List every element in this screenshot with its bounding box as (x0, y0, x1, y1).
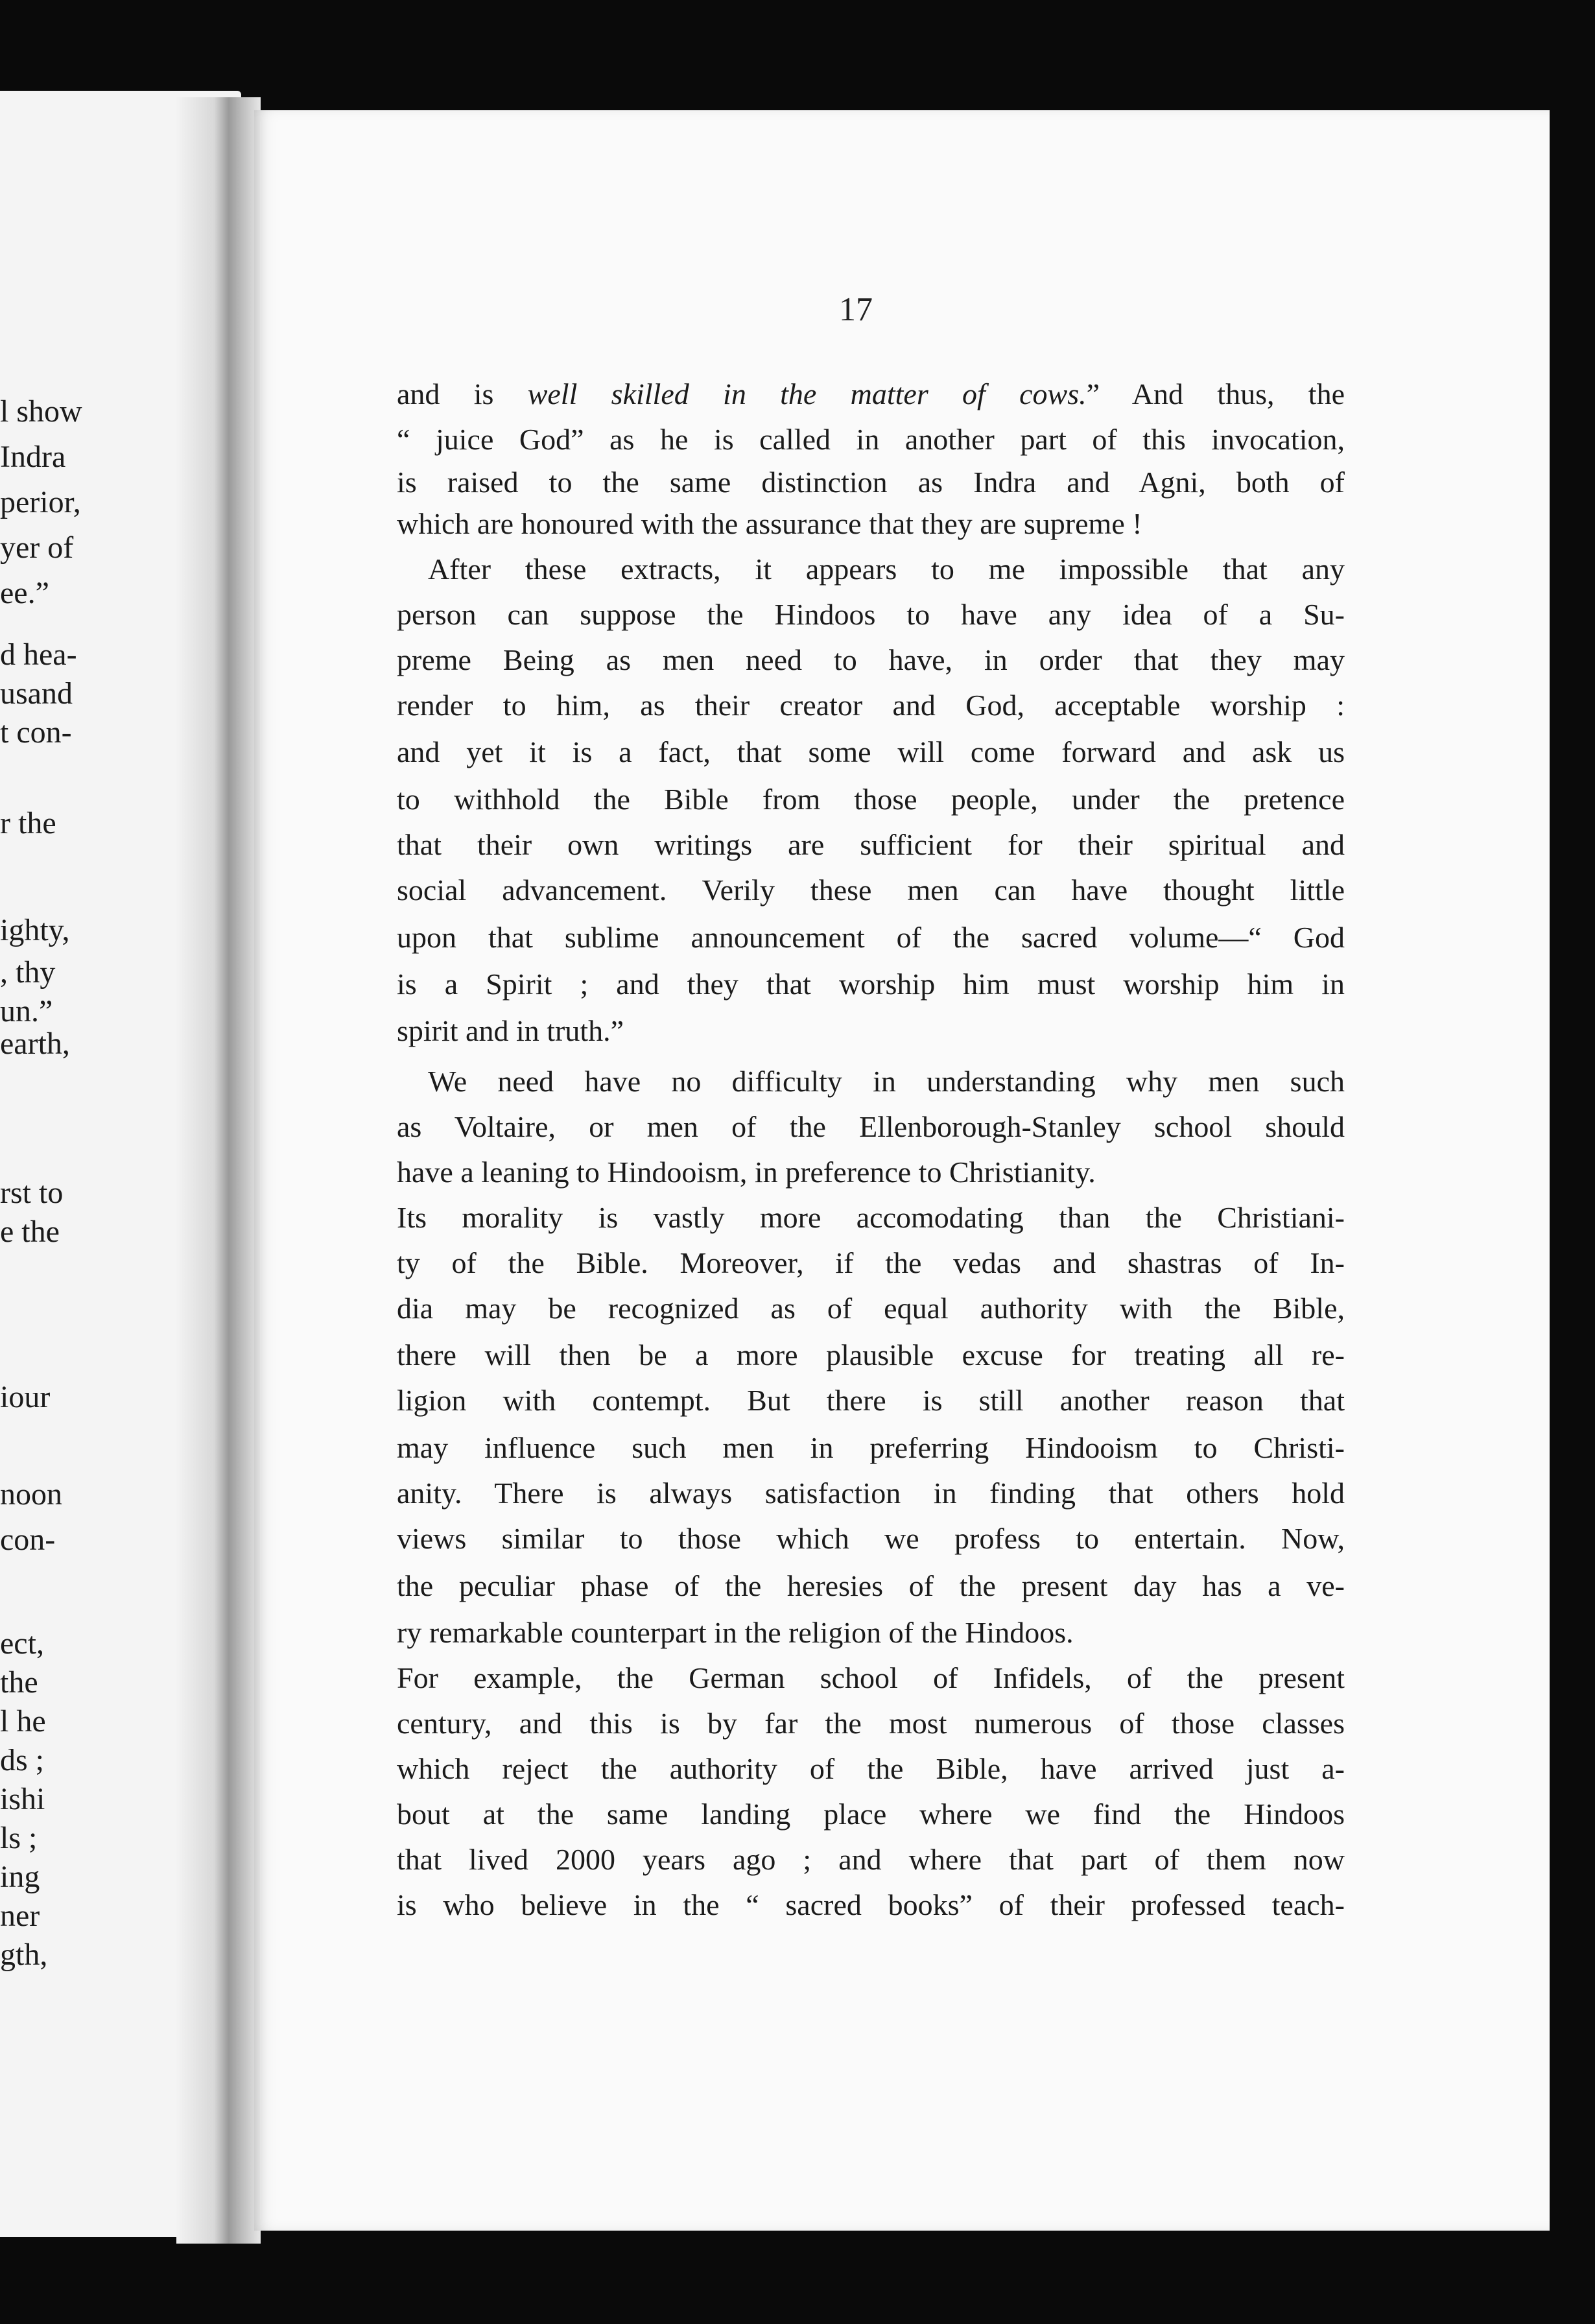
text-line: ry remarkable counterpart in the religion of the Hindoos. (397, 1616, 1074, 1649)
text-line: After these extracts, it appears to me impossible that any (428, 552, 1345, 586)
text-line: preme Being as men need to have, in order that they may (397, 643, 1345, 676)
text-line: Its morality is vastly more accomodating than the Christiani- (397, 1201, 1345, 1234)
text-line: bout at the same landing place where we find the Hindoos (397, 1797, 1345, 1831)
left-page-fragment: ing (0, 1860, 40, 1894)
left-page-fragment: e the (0, 1215, 60, 1249)
text-line: anity. There is always satisfaction in finding that others hold (397, 1476, 1345, 1510)
text-line: there will then be a more plausible excuse for treating all re- (397, 1338, 1345, 1371)
text-line: ligion with contempt. But there is still another reason that (397, 1384, 1345, 1417)
left-page-fragment: l show (0, 394, 82, 429)
text-line: render to him, as their creator and God, acceptable worship : (397, 689, 1345, 722)
left-page-fragment: ds ; (0, 1743, 45, 1777)
text-line: century, and this is by far the most numerous of those classes (397, 1707, 1345, 1740)
text-line: “ juice God” as he is called in another part of this invocation, (397, 423, 1345, 456)
book-gutter-shadow (176, 97, 261, 2244)
text-line: dia may be recognized as of equal authority with the Bible, (397, 1292, 1345, 1325)
text-line: is a Spirit ; and they that worship him must worship him in (397, 967, 1345, 1001)
text-line: is who believe in the “ sacred books” of their professed teach- (397, 1888, 1345, 1921)
text-line: have a leaning to Hindooism, in preference to Christianity. (397, 1156, 1096, 1189)
left-page-fragment: ee.” (0, 576, 49, 610)
text-run: and is (397, 377, 528, 410)
text-line: and yet it is a fact, that some will come forward and ask us (397, 735, 1345, 768)
text-line: may influence such men in preferring Hindooism to Christi- (397, 1431, 1345, 1464)
text-line: that their own writings are sufficient for their spiritual and (397, 828, 1345, 861)
left-page-fragment: noon (0, 1477, 62, 1512)
text-line: spirit and in truth.” (397, 1014, 624, 1047)
left-page-fragment: ishi (0, 1782, 45, 1816)
text-line: is raised to the same distinction as Indra and Agni, both of (397, 466, 1345, 499)
left-page-fragment: d hea- (0, 637, 77, 672)
text-line: person can suppose the Hindoos to have any idea of a Su- (397, 598, 1345, 631)
left-page-fragment: ner (0, 1899, 40, 1933)
text-line: social advancement. Verily these men can have thought little (397, 873, 1345, 907)
left-page-fragment: Indra (0, 440, 66, 474)
text-line: For example, the German school of Infidels, of the present (397, 1661, 1345, 1694)
page-number: 17 (839, 291, 873, 328)
left-page-fragment: earth, (0, 1026, 70, 1061)
left-page-fragment: un.” (0, 994, 53, 1028)
left-page-fragment: , thy (0, 955, 56, 990)
text-line: We need have no difficulty in understanding why men such (428, 1065, 1345, 1098)
left-page-fragment: t con- (0, 715, 72, 750)
left-page-fragment: con- (0, 1523, 56, 1557)
text-line: which reject the authority of the Bible, have arrived just a- (397, 1752, 1345, 1785)
text-line: the peculiar phase of the heresies of the present day has a ve- (397, 1569, 1345, 1602)
left-page-fragment: usand (0, 676, 73, 711)
left-page-fragment: iour (0, 1380, 51, 1414)
text-run: ” And thus, the (1086, 377, 1345, 410)
text-line (397, 376, 1345, 412)
left-page-fragment: ls ; (0, 1821, 38, 1855)
left-page-fragment: l he (0, 1704, 46, 1738)
left-page-fragment: ect, (0, 1626, 44, 1661)
text-line: ty of the Bible. Moreover, if the vedas and shastras of In- (397, 1246, 1345, 1279)
text-line: which are honoured with the assurance that they are supreme ! (397, 507, 1142, 540)
italic-text-run: well skilled in the matter of cows. (527, 377, 1087, 410)
left-page-fragment: ighty, (0, 913, 70, 947)
text-line: upon that sublime announcement of the sacred volume—“ God (397, 921, 1345, 954)
text-line: as Voltaire, or men of the Ellenborough-Stanley school should (397, 1110, 1345, 1143)
left-page-fragment: r the (0, 806, 56, 840)
text-line: that lived 2000 years ago ; and where that part of them now (397, 1843, 1345, 1876)
left-page-fragment: gth, (0, 1938, 48, 1972)
left-page-fragment: yer of (0, 530, 74, 565)
left-page-fragment: the (0, 1665, 38, 1700)
left-page-fragment: rst to (0, 1176, 64, 1210)
text-line: views similar to those which we profess to entertain. Now, (397, 1522, 1345, 1555)
text-line: to withhold the Bible from those people, under the pretence (397, 783, 1345, 816)
left-page-fragment: perior, (0, 485, 81, 519)
